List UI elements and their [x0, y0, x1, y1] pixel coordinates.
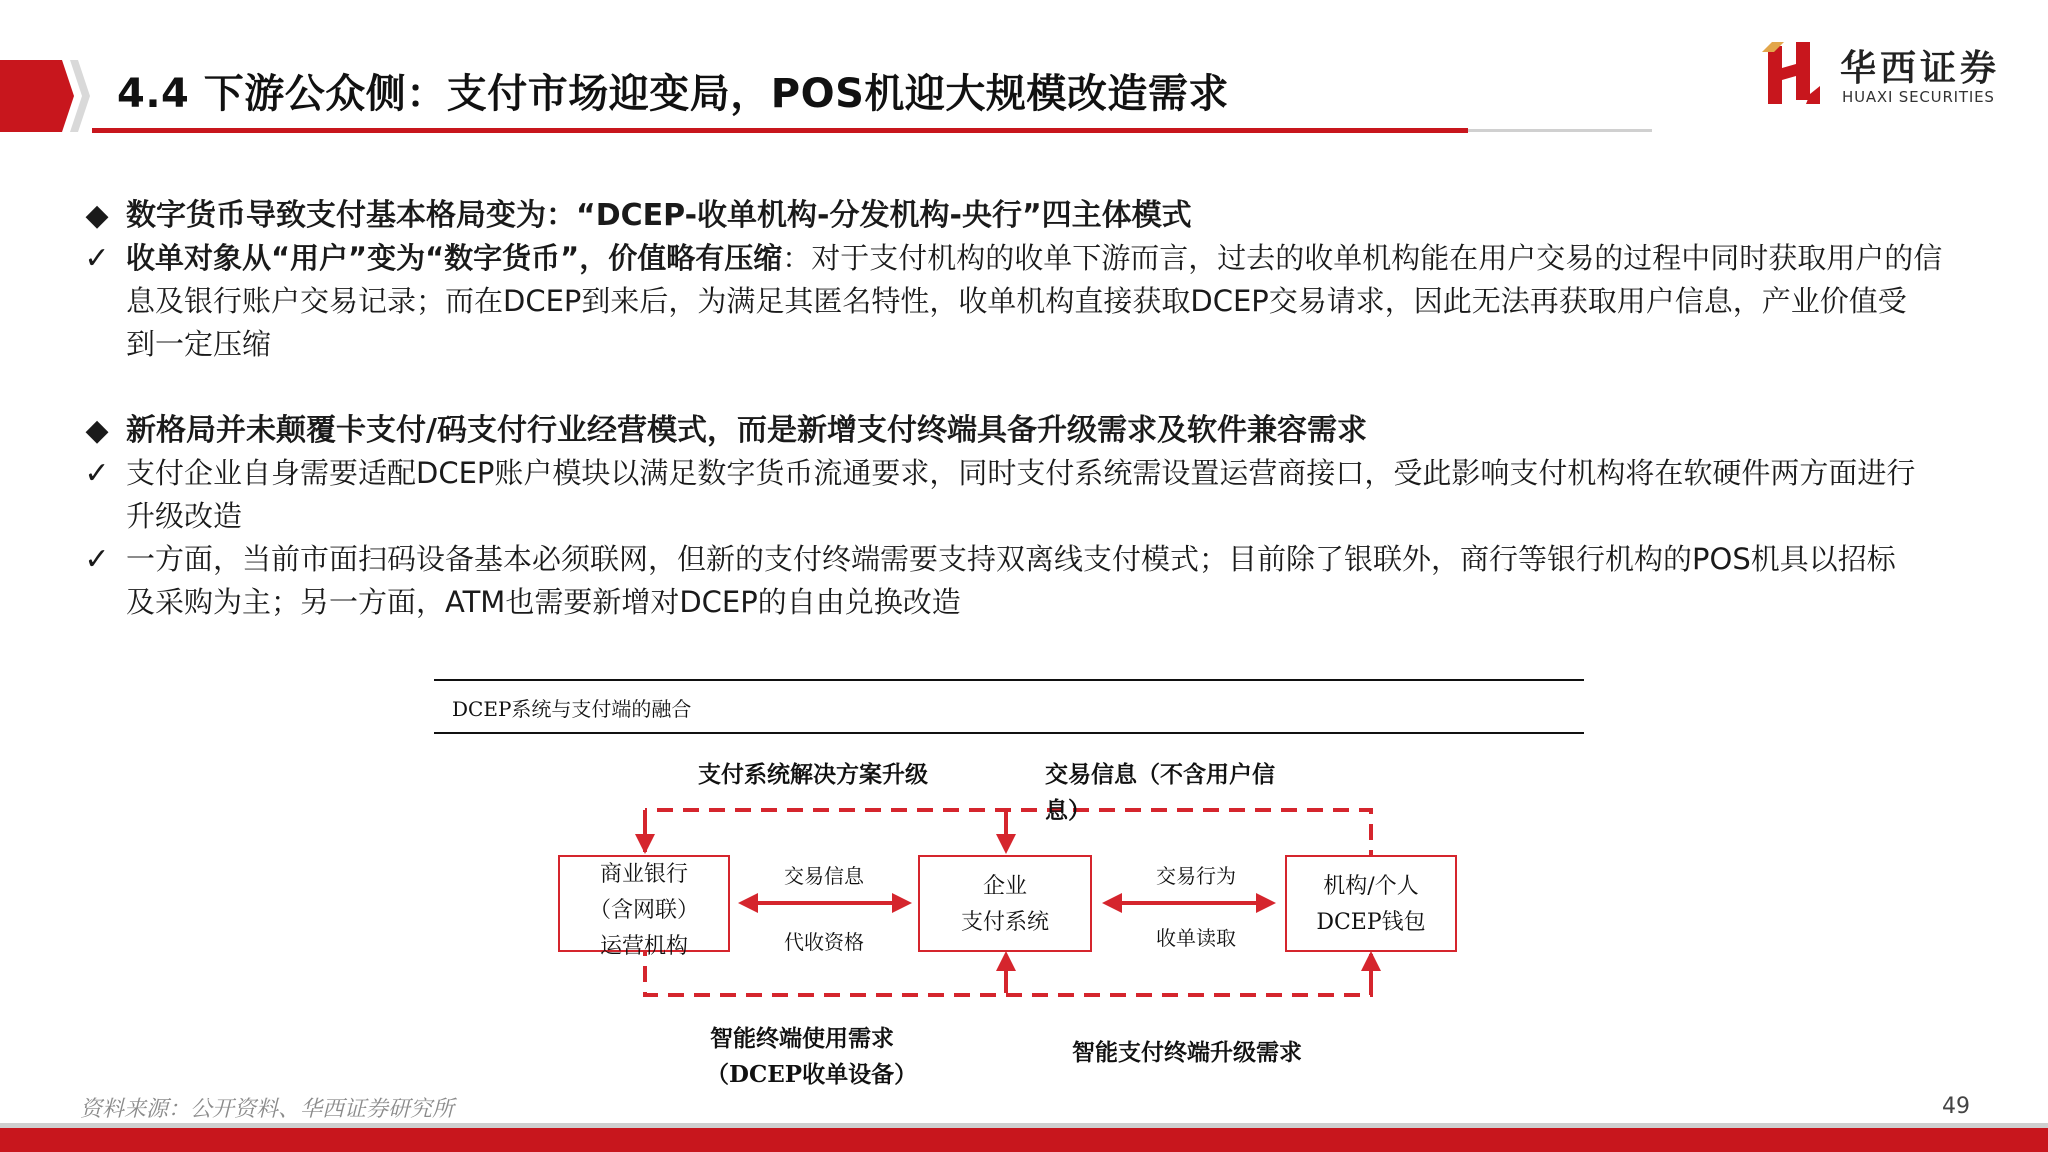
box-dcep-wallet: [1285, 855, 1457, 952]
paragraph-line: 一方面，当前市面扫码设备基本必须联网，但新的支付终端需要支持双离线支付模式；目前除了银联外，商行等银行机构的POS机具以招标: [126, 542, 1896, 576]
label-trade-info-2: 息）: [1045, 797, 1091, 824]
diamond-bullet-icon: ◆: [85, 198, 109, 233]
paragraph-lead: 收单对象从“用户”变为“数字货币”，价值略有压缩: [126, 241, 783, 275]
check-icon: ✓: [84, 456, 110, 491]
arrow2-bottom-label: 收单读取: [1156, 926, 1236, 950]
label-trade-info-1: 交易信息（不含用户信: [1045, 761, 1275, 788]
paragraph-text: ：对于支付机构的收单下游而言，过去的收单机构能在用户交易的过程中同时获取用户的信: [782, 241, 1943, 275]
diamond-bullet-icon: ◆: [85, 413, 109, 448]
arrow1-top-label: 交易信息: [784, 864, 864, 888]
logo-text-en: HUAXI SECURITIES: [1842, 88, 1995, 106]
box-commercial-bank: [558, 855, 730, 959]
label-terminal-demand-1: 智能终端使用需求: [710, 1025, 894, 1052]
box-line: 运营机构: [599, 934, 688, 959]
arrow1-bottom-label: 代收资格: [784, 930, 864, 954]
section-heading-text: 新格局并未颠覆卡支付/码支付行业经营模式，而是新增支付终端具备升级需求及软件兼容需求: [126, 413, 1367, 448]
figure-title: DCEP系统与支付端的融合: [452, 697, 692, 721]
box-enterprise-payment: [918, 855, 1092, 952]
label-terminal-demand-2: （DCEP收单设备）: [706, 1061, 918, 1088]
page-title: 4.4 下游公众侧：支付市场迎变局，POS机迎大规模改造需求: [117, 71, 1229, 117]
source-note: 资料来源：公开资料、华西证券研究所: [80, 1097, 455, 1122]
section-heading-text: 数字货币导致支付基本格局变为：“DCEP-收单机构-分发机构-央行”四主体模式: [126, 198, 1192, 233]
paragraph: [126, 538, 1966, 624]
header-arrow-icon: [0, 60, 90, 132]
check-icon: ✓: [84, 542, 110, 577]
paragraph: [126, 237, 1966, 366]
box-line: DCEP钱包: [1316, 910, 1426, 935]
box-line: 支付系统: [960, 910, 1049, 935]
box-line: 商业银行: [599, 862, 688, 887]
paragraph-line: 及采购为主；另一方面，ATM也需要新增对DCEP的自由兑换改造: [126, 585, 961, 619]
paragraph-line: 升级改造: [126, 499, 243, 533]
box-line: （含网联）: [588, 898, 699, 923]
arrow2-top-label: 交易行为: [1156, 864, 1236, 888]
label-terminal-upgrade: 智能支付终端升级需求: [1072, 1039, 1302, 1066]
box-line: 企业: [982, 874, 1027, 899]
box-line: 机构/个人: [1323, 874, 1419, 899]
paragraph: [126, 452, 1966, 538]
paragraph-line: 到一定压缩: [126, 327, 272, 361]
footer-bar: [0, 1128, 2048, 1152]
logo-text-cn: 华西证券: [1840, 47, 2001, 89]
label-solution-upgrade: 支付系统解决方案升级: [698, 761, 928, 788]
paragraph-line: 息及银行账户交易记录；而在DCEP到来后，为满足其匿名特性，收单机构直接获取DCEP交易请求，因此无法再获取用户信息，产业价值受: [126, 284, 1907, 318]
paragraph-line: 支付企业自身需要适配DCEP账户模块以满足数字货币流通要求，同时支付系统需设置运营商接口，受此影响支付机构将在软硬件两方面进行: [126, 456, 1916, 490]
page-number: 49: [1942, 1094, 1970, 1119]
figure-title-rule: [434, 732, 1584, 734]
figure-top-rule: [434, 679, 1584, 681]
title-underline: [92, 128, 1468, 133]
title-underline-grey: [1468, 129, 1652, 132]
check-icon: ✓: [84, 241, 110, 276]
huaxi-logo-icon: [1762, 42, 1820, 104]
